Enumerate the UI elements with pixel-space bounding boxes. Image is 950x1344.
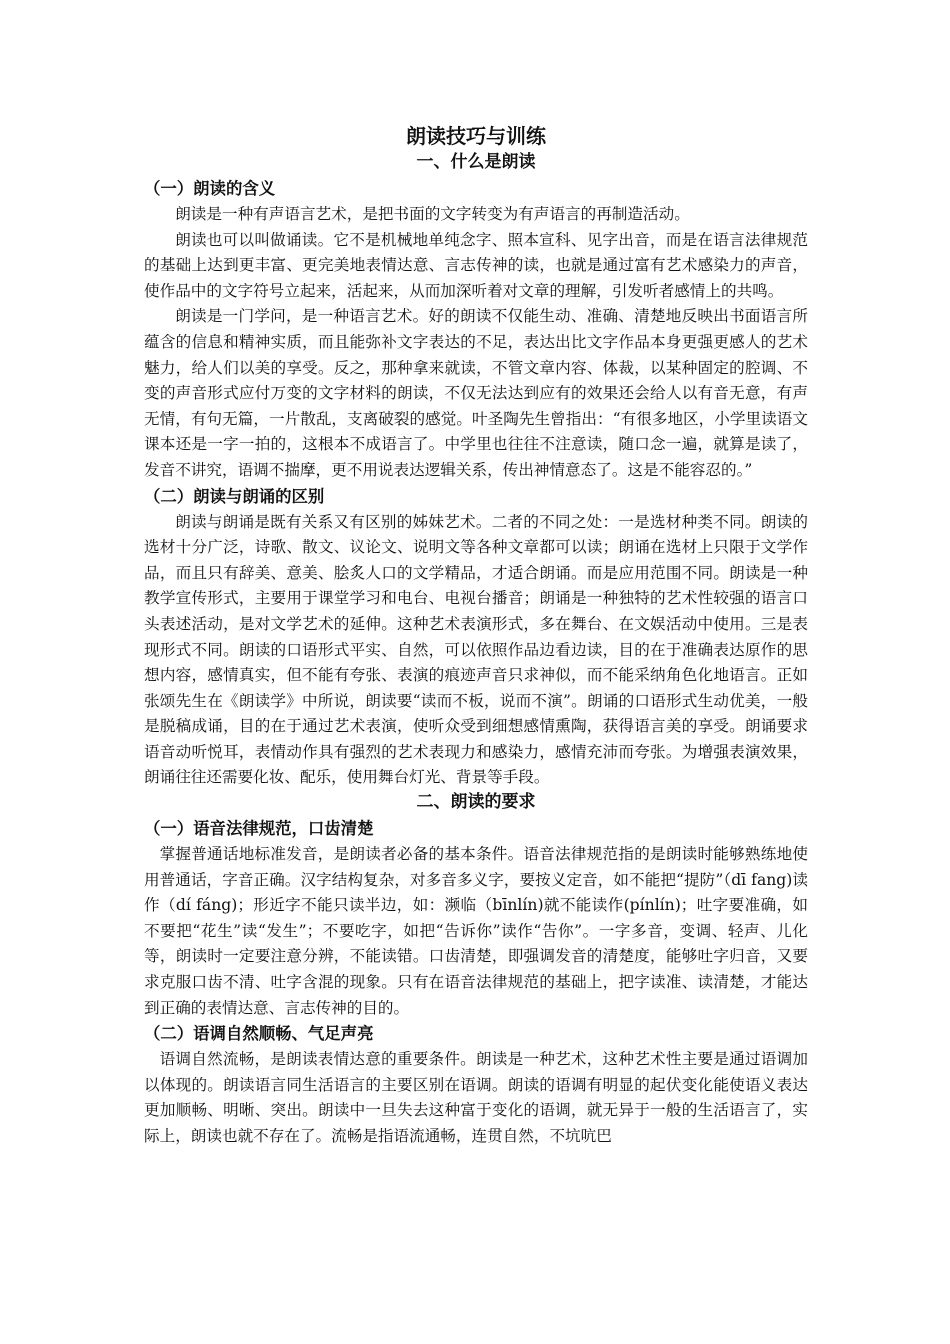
document-body: [144, 118, 808, 1150]
section-heading-1: 一、什么是朗读: [416, 152, 536, 172]
paragraph: 朗读是一种有声语言艺术，是把书面的文字转变为有声语言的再制造活动。: [175, 205, 690, 223]
subsection-heading-intonation: （二）语调自然顺畅、气足声亮: [144, 1024, 374, 1044]
paragraph: 朗读也可以叫做诵读。它不是机械地单纯念字、照本宣科、见字出音，而是在语言法律规范的基础上达到更丰富、更完美地表情达意、言志传神的读，也就是通过富有艺术感染力的声音，使作品中的文字符号立起来，活起来，从而加深听着对文章的理解，引发听者感情上的共鸣。: [144, 230, 808, 300]
paragraph: 朗读与朗诵是既有关系又有区别的姊妹艺术。二者的不同之处：一是选材种类不同。朗读的选材十分广泛，诗歌、散文、议论文、说明文等各种文章都可以读；朗诵在选材上只限于文学作品，而且只有辞美、意美、脍炙人口的文学精品，才适合朗诵。而是应用范围不同。朗读是一种教学宣传形式，主要用于课堂学习和电台、电视台播音；朗诵是一种独特的艺术性较强的语言口头表述活动，是对文学艺术的延伸。这种艺术表演形式，多在舞台、在文娱活动中使用。三是表现形式不同。朗读的口语形式平实、自然，可以依照作品边看边读，目的在于准确表达原作的思想内容，感情真实，但不能有夸张、表演的痕迹声音只求神似，而不能采纳角色化地语言。正如张颂先生在《朗读学》中所说，朗读要“读而不板，说而不演”。朗诵的口语形式生动优美，一般是脱稿成诵，目的在于通过艺术表演，使听众受到细想感情熏陶，获得语言美的享受。朗诵要求语音动听悦耳，表情动作具有强烈的艺术表现力和感染力，感情充沛而夸张。为增强表演效果，朗诵往往还需要化妆、配乐，使用舞台灯光、背景等手段。: [144, 512, 808, 787]
subsection-heading-meaning: （一）朗读的含义: [144, 179, 276, 198]
section-heading-2: 二、朗读的要求: [416, 792, 536, 813]
paragraph: 语调自然流畅，是朗读表情达意的重要条件。朗读是一种艺术，这种艺术性主要是通过语调加以体现的。朗读语言同生活语言的主要区别在语调。朗读的语调有明显的起伏变化能使语义表达更加顺畅、明晰、突出。朗读中一旦失去这种富于变化的语调，就无异于一般的生活语言了，实际上，朗读也就不存在了。流畅是指语流通畅，连贯自然，不坑吭巴: [144, 1050, 808, 1145]
subsection-heading-difference: （二）朗读与朗诵的区别: [144, 486, 325, 506]
subsection-heading-pronunciation: （一）语音法律规范，口齿清楚: [144, 819, 374, 839]
paragraph: 掌握普通话地标准发音，是朗读者必备的基本条件。语音法律规范指的是朗读时能够熟练地使用普通话，字音正确。汉字结构复杂，对多音多义字，要按义定音，如不能把“提防”（dī fang)读作（dí fáng)；形近字不能只读半边，如：濒临（bīnlín)就不能读作(pínlín)；吐字要准确，如不要把“花生”读“发生”；不要吃字，如把“告诉你”读作“告你”。一字多音，变调、轻声、儿化等，朗读时一定要注意分辨，不能读错。口齿清楚，即强调发音的清楚度，能够吐字归音，又要求克服口齿不清、吐字含混的现象。只有在语音法律规范的基础上，把字读准、读清楚，才能达到正确的表情达意、言志传神的目的。: [144, 845, 808, 1017]
document-title: 朗读技巧与训练: [406, 124, 546, 148]
paragraph: 朗读是一门学问，是一种语言艺术。好的朗读不仅能生动、准确、清楚地反映出书面语言所蕴含的信息和精神实质，而且能弥补文字表达的不足，表达出比文字作品本身更强更感人的艺术魅力，给人们以美的享受。反之，那种拿来就读，不管文章内容、体裁，以某种固定的腔调、不变的声音形式应付万变的文字材料的朗读，不仅无法达到应有的效果还会给人以有音无意，有声无情，有句无篇，一片散乱，支离破裂的感觉。叶圣陶先生曾指出：“有很多地区，小学里读语文课本还是一字一拍的，这根本不成语言了。中学里也往往不注意读，随口念一遍，就算是读了，发音不讲究，语调不揣摩，更不用说表达逻辑关系，传出神情意态了。这是不能容忍的。”: [144, 307, 808, 479]
